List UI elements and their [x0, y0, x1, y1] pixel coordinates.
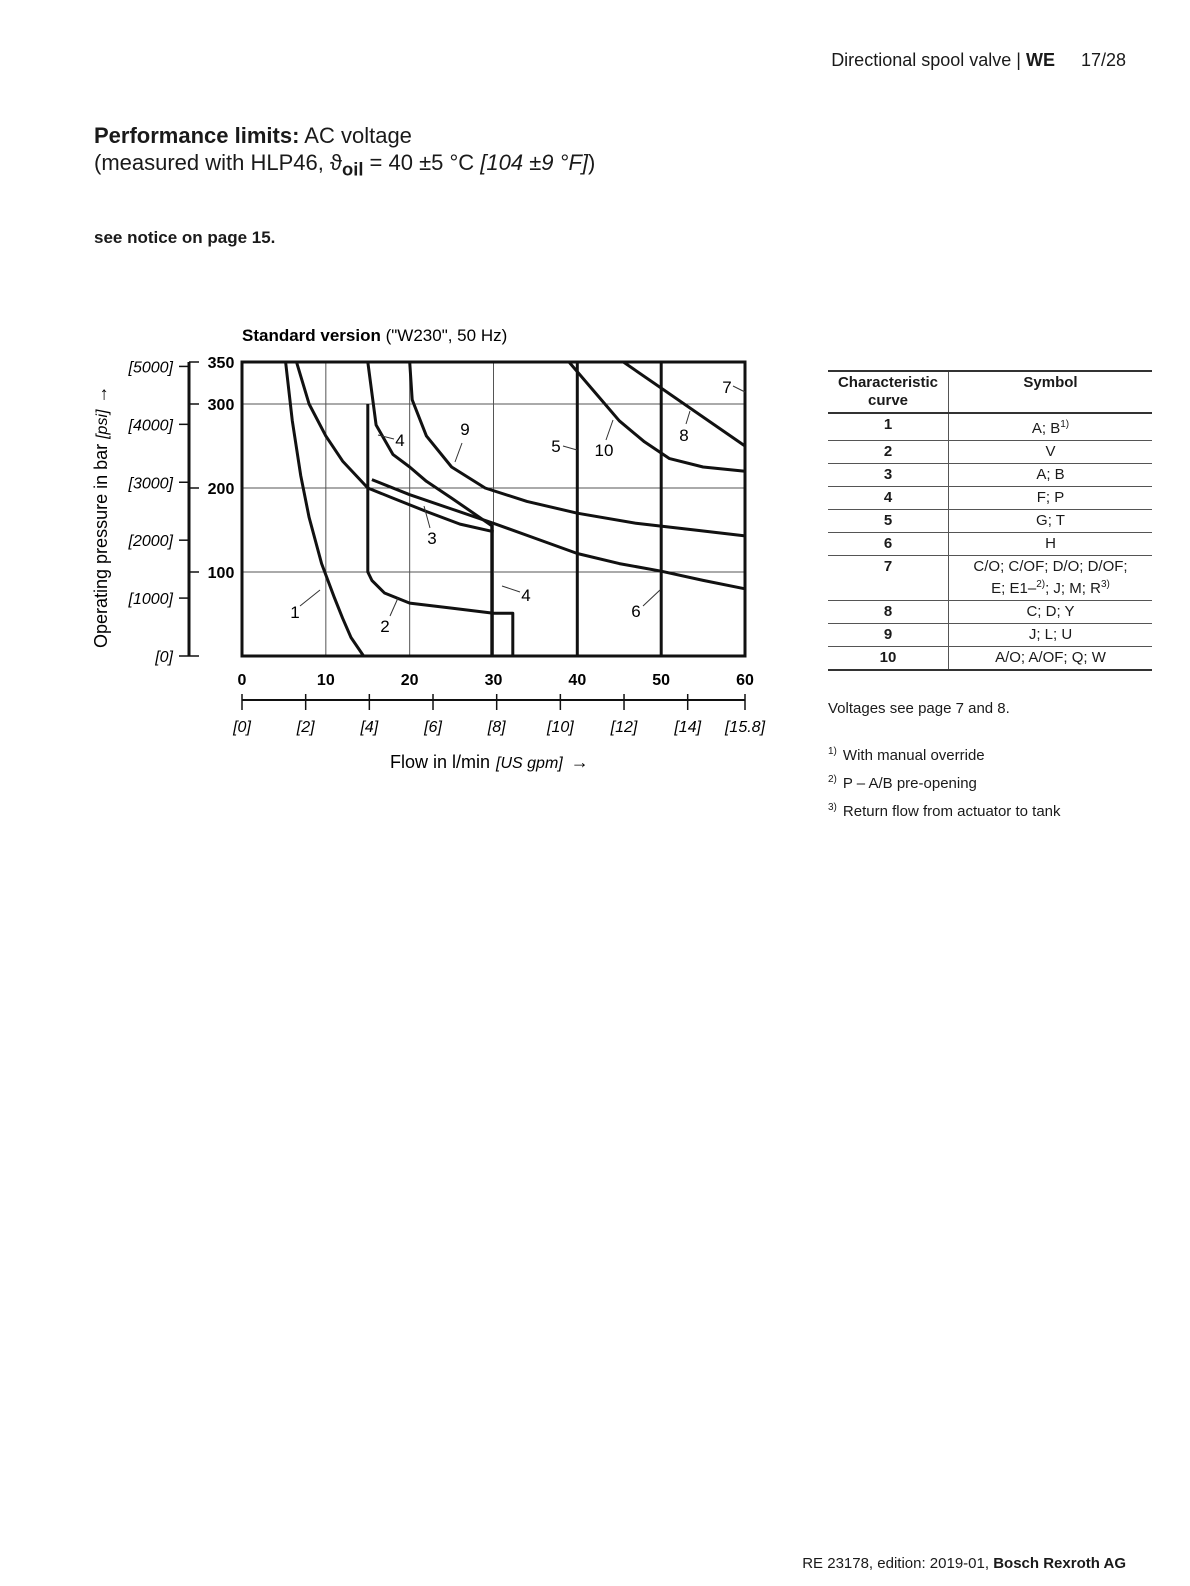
- curve-number: 4: [828, 487, 949, 510]
- title-measure-prefix: (measured with HLP46,: [94, 150, 330, 175]
- curve-label-4: 4: [521, 586, 531, 605]
- title-heading: Performance limits:: [94, 123, 300, 148]
- voltages-note: Voltages see page 7 and 8.: [828, 700, 1010, 717]
- col-header-symbol: Symbol: [949, 371, 1153, 413]
- curve-label-8: 8: [679, 426, 689, 445]
- symbol-footnote-mark: 2): [1036, 579, 1046, 590]
- curve-label-2: 2: [380, 617, 390, 636]
- document-title: Directional spool valve |: [831, 50, 1026, 70]
- curve-symbol: [949, 533, 1153, 556]
- curve-label-leader: [378, 435, 394, 439]
- curve-label-1: 1: [290, 603, 300, 622]
- footnote-text: P – A/B pre-opening: [842, 775, 977, 792]
- x-tick-label: 0: [237, 672, 247, 689]
- gpm-tick-label: [15.8]: [724, 719, 766, 736]
- y-tick-label: 300: [207, 397, 235, 414]
- curve-label-leader: [424, 506, 430, 528]
- curve-label-9: 9: [460, 420, 470, 439]
- symbol-text-line2-rest: ; J; M; R: [1045, 580, 1101, 597]
- title-heading-rest: AC voltage: [299, 123, 412, 148]
- curve-symbol: [949, 601, 1153, 624]
- symbol-text: V: [1045, 443, 1056, 460]
- y-axis-label: [91, 386, 111, 648]
- curve-label-leader: [643, 590, 660, 606]
- psi-tick-label: [0]: [155, 649, 173, 666]
- curve-symbol: [949, 464, 1153, 487]
- curve-number: 10: [828, 647, 949, 671]
- y-tick-label: 200: [207, 481, 235, 498]
- oil-subscript: oil: [342, 158, 364, 180]
- curve-label-4: 4: [395, 431, 405, 450]
- table-row: [828, 647, 1152, 671]
- footnote-text: Return flow from actuator to tank: [842, 803, 1061, 820]
- table-row: [828, 464, 1152, 487]
- x-axis-label-text: Flow in l/min: [390, 752, 491, 772]
- x-tick-label: 10: [316, 672, 335, 689]
- x-axis-label: [390, 752, 589, 772]
- gpm-tick-label: [6]: [424, 719, 442, 736]
- curve-label-leader: [300, 590, 320, 606]
- col-header-curve: Characteristic curve: [828, 371, 949, 413]
- curve-label-leader: [563, 446, 577, 450]
- symbol-text: A; B: [1031, 420, 1061, 437]
- gpm-tick-label: [10]: [547, 719, 574, 736]
- symbol-text: A; B: [1036, 466, 1065, 483]
- symbol-text-line2: E; E1–: [991, 580, 1037, 597]
- curve-number: 2: [828, 441, 949, 464]
- curve-number: 8: [828, 601, 949, 624]
- curve-label-6: 6: [631, 602, 641, 621]
- curve-label-leader: [733, 386, 745, 392]
- x-axis-label-unit: [US gpm]: [496, 755, 563, 772]
- psi-tick-label: [5000]: [128, 359, 173, 377]
- symbol-text: A/O; A/OF; Q; W: [995, 649, 1106, 666]
- curve-label-7: 7: [722, 378, 732, 397]
- curve-label-leader: [606, 420, 613, 440]
- footnote: [828, 768, 1061, 796]
- symbol-footnote-mark: 3): [1100, 579, 1110, 590]
- table-row: [828, 413, 1152, 441]
- curve-number: 7: [828, 556, 949, 601]
- symbol-footnote-mark: 1): [1060, 419, 1070, 430]
- page-number: 17/28: [1080, 50, 1126, 70]
- curve-symbol: [949, 413, 1153, 441]
- footnote-mark: 1): [828, 746, 837, 757]
- curve-label-5: 5: [551, 437, 561, 456]
- page-footer: [802, 1555, 1126, 1572]
- table-body: [828, 413, 1152, 670]
- y-tick-label: 100: [207, 565, 235, 582]
- symbol-text: G; T: [1036, 512, 1065, 529]
- psi-tick-label: [3000]: [128, 475, 173, 493]
- curve-number: 6: [828, 533, 949, 556]
- x-tick-label: 30: [484, 672, 503, 689]
- footer-company: Bosch Rexroth AG: [993, 1555, 1126, 1572]
- chart-title: [242, 326, 507, 345]
- curve-symbol: [949, 624, 1153, 647]
- gpm-tick-label: [14]: [674, 719, 702, 736]
- table-row: [828, 601, 1152, 624]
- chart-title-rest: ("W230", 50 Hz): [380, 326, 508, 345]
- title-fahrenheit: [104 ±9 °F]: [480, 150, 588, 175]
- y-axis-arrow-icon: →: [91, 385, 111, 404]
- curve-label-leader: [686, 411, 690, 424]
- curve-number: 5: [828, 510, 949, 533]
- x-axis-arrow-icon: →: [570, 752, 589, 772]
- theta-symbol: ϑ: [330, 150, 343, 175]
- table-row: [828, 441, 1152, 464]
- symbol-text: F; P: [1036, 489, 1065, 506]
- curve-label-leader: [502, 586, 520, 592]
- curve-label-leader: [390, 598, 398, 616]
- curve-symbol: [949, 487, 1153, 510]
- table-header-row: [828, 371, 1152, 413]
- curve-number: 3: [828, 464, 949, 487]
- symbol-text: J; L; U: [1028, 626, 1073, 643]
- footnote-mark: 2): [828, 774, 837, 785]
- notice-text: see notice on page 15.: [94, 228, 276, 247]
- table-row: [828, 510, 1152, 533]
- curve-label-3: 3: [427, 529, 437, 548]
- footnote-text: With manual override: [842, 747, 985, 764]
- x-tick-label: 60: [736, 672, 754, 689]
- table-row: [828, 556, 1152, 601]
- footer-text: RE 23178, edition: 2019-01,: [802, 1555, 994, 1572]
- document-code: WE: [1025, 50, 1055, 70]
- footnote-mark: 3): [828, 802, 837, 813]
- table-row: [828, 487, 1152, 510]
- symbol-text: C/O; C/OF; D/O; D/OF;: [973, 558, 1128, 575]
- curve-symbol: [949, 510, 1153, 533]
- gpm-tick-label: [12]: [610, 719, 638, 736]
- title-measure-temp: = 40 ±5 °C: [363, 150, 481, 175]
- chart-series: [286, 362, 745, 656]
- gpm-tick-label: [4]: [360, 719, 379, 736]
- chart-title-bold: Standard version: [242, 326, 381, 345]
- x-tick-label: 40: [568, 672, 587, 689]
- psi-tick-label: [4000]: [128, 417, 173, 435]
- gpm-tick-label: [8]: [487, 719, 506, 736]
- curve-symbol: [949, 441, 1153, 464]
- curve-symbol: [949, 556, 1153, 601]
- gpm-tick-label: [2]: [296, 719, 315, 736]
- characteristic-curve-table: [828, 370, 1152, 671]
- symbol-text: H: [1045, 535, 1056, 552]
- x-tick-label: 50: [652, 672, 671, 689]
- psi-tick-label: [1000]: [128, 591, 173, 609]
- x-tick-label: 20: [400, 672, 419, 689]
- y-axis-label-unit: [psi]: [94, 409, 111, 439]
- curve-number: 9: [828, 624, 949, 647]
- symbol-text: C; D; Y: [1026, 603, 1075, 620]
- gpm-tick-label: [0]: [233, 719, 251, 736]
- y-tick-label: 350: [207, 355, 235, 372]
- title-close-paren: ): [588, 150, 596, 175]
- y-axis-label-text: Operating pressure in bar: [91, 438, 111, 648]
- curve-labels: [290, 378, 745, 636]
- footnote: [828, 796, 1061, 824]
- curve-symbol: [949, 647, 1153, 671]
- curve-number: 1: [828, 413, 949, 441]
- chart-axes: [128, 355, 766, 736]
- table-row: [828, 624, 1152, 647]
- table-row: [828, 533, 1152, 556]
- curve-label-10: 10: [594, 441, 614, 460]
- footnotes: [828, 740, 1061, 824]
- psi-tick-label: [2000]: [128, 533, 173, 551]
- curve-label-leader: [455, 443, 462, 462]
- footnote: [828, 740, 1061, 768]
